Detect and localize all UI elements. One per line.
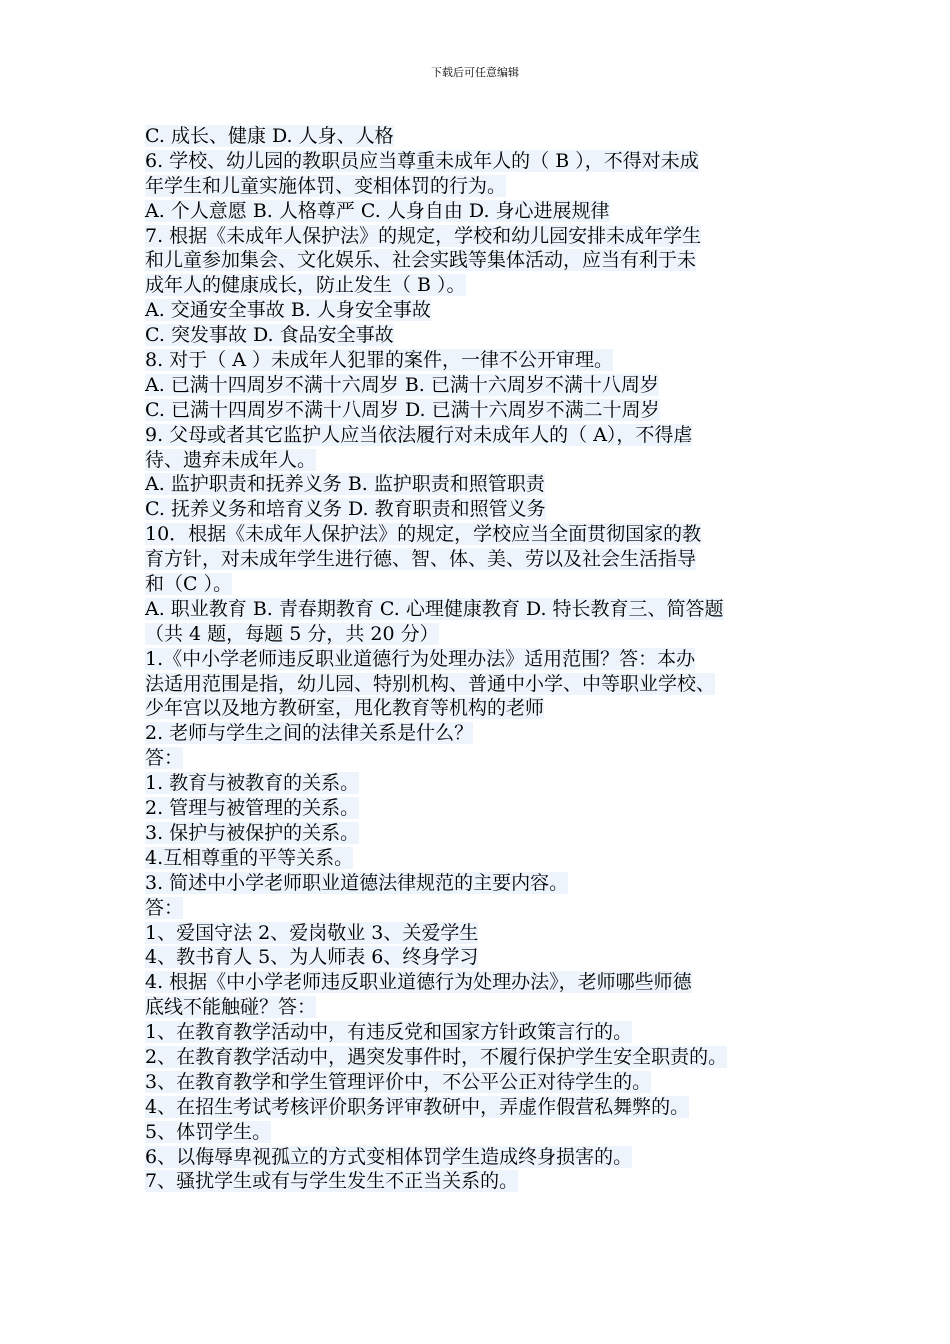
question-6: 6. 学校、幼儿园的教职员应当尊重未成年人的（ B ），不得对未成 [145,149,699,172]
short-answer-2: 2. 老师与学生之间的法律关系是什么？ [145,722,474,745]
list-item: 3. 保护与被保护的关系。 [145,821,360,844]
list-item: 4、教书育人 5、为人师表 6、终身学习 [145,946,479,969]
question-9-options: C. 抚养义务和培育义务 D. 教育职责和照管义务 [145,498,546,521]
list-item: 2. 管理与被管理的关系。 [145,797,360,820]
list-item: 2、在教育教学活动中，遇突发事件时，不履行保护学生安全职责的。 [145,1045,728,1068]
question-7-options: C. 突发事故 D. 食品安全事故 [145,324,394,347]
answer-label: 答： [145,747,184,770]
text-line: 育方针，对未成年学生进行德、智、体、美、劳以及社会生活指导 [145,548,697,571]
text-line: 成年人的健康成长，防止发生（ B ）。 [145,274,466,297]
list-item: 4、在招生考试考核评价职务评审教研中，弄虚作假营私舞弊的。 [145,1095,690,1118]
short-answer-1: 1.《中小学老师违反职业道德行为处理办法》适用范围？答：本办 [145,647,696,670]
question-10: 10．根据《未成年人保护法》的规定，学校应当全面贯彻国家的教 [145,523,702,546]
list-item: 7、骚扰学生或有与学生发生不正当关系的。 [145,1170,519,1193]
question-8-options: A. 已满十四周岁不满十六周岁 B. 已满十六周岁不满十八周岁 [145,373,659,396]
list-item: 3、在教育教学和学生管理评价中，不公平公正对待学生的。 [145,1070,652,1093]
list-item: 5、体罚学生。 [145,1120,272,1143]
document-body [145,124,845,1194]
short-answer-4: 4. 根据《中小学老师违反职业道德行为处理办法》，老师哪些师德 [145,971,692,994]
question-10-options: A. 职业教育 B. 青春期教育 C. 心理健康教育 D. 特长教育三、简答题 [145,597,724,620]
question-9: 9. 父母或者其它监护人应当依法履行对未成年人的（ A），不得虐 [145,423,693,446]
question-9-options: A. 监护职责和抚养义务 B. 监护职责和照管职责 [145,473,545,496]
text-line: 待、遗弃未成年人。 [145,448,317,471]
list-item: 4.互相尊重的平等关系。 [145,846,354,869]
list-item: 1. 教育与被教育的关系。 [145,772,360,795]
short-answer-3: 3. 简述中小学老师职业道德法律规范的主要内容。 [145,871,569,894]
question-6-options: A. 个人意愿 B. 人格尊严 C. 人身自由 D. 身心进展规律 [145,199,610,222]
page-header: 下载后可任意编辑 [431,66,519,79]
text-line: 法适用范围是指，幼儿园、特别机构、普通中小学、中等职业学校、 [145,672,716,695]
question-8-options: C. 已满十四周岁不满十八周岁 D. 已满十六周岁不满二十周岁 [145,398,660,421]
question-7: 7. 根据《未成年人保护法》的规定，学校和幼儿园安排未成年学生 [145,224,702,247]
answer-label: 答： [145,896,184,919]
list-item: 1、在教育教学活动中，有违反党和国家方针政策言行的。 [145,1021,633,1044]
text-line: 和（C ）。 [145,573,233,596]
text-line: 底线不能触碰？答： [145,996,317,1019]
text-line: 和儿童参加集会、文化娱乐、社会实践等集体活动，应当有利于未 [145,249,697,272]
list-item: 1、爱国守法 2、爱岗敬业 3、关爱学生 [145,921,479,944]
question-8: 8. 对于（ A ）未成年人犯罪的案件，一律不公开审理。 [145,349,613,372]
question-7-options: A. 交通安全事故 B. 人身安全事故 [145,299,431,322]
text-line: 少年宫以及地方教研室，甩化教育等机构的老师 [145,697,545,720]
text-line: C. 成长、健康 D. 人身、人格 [145,125,394,147]
section-heading: （共 4 题，每题 5 分，共 20 分） [145,622,439,645]
text-line: 年学生和儿童实施体罚、变相体罚的行为。 [145,174,507,197]
list-item: 6、以侮辱卑视孤立的方式变相体罚学生造成终身损害的。 [145,1145,633,1168]
